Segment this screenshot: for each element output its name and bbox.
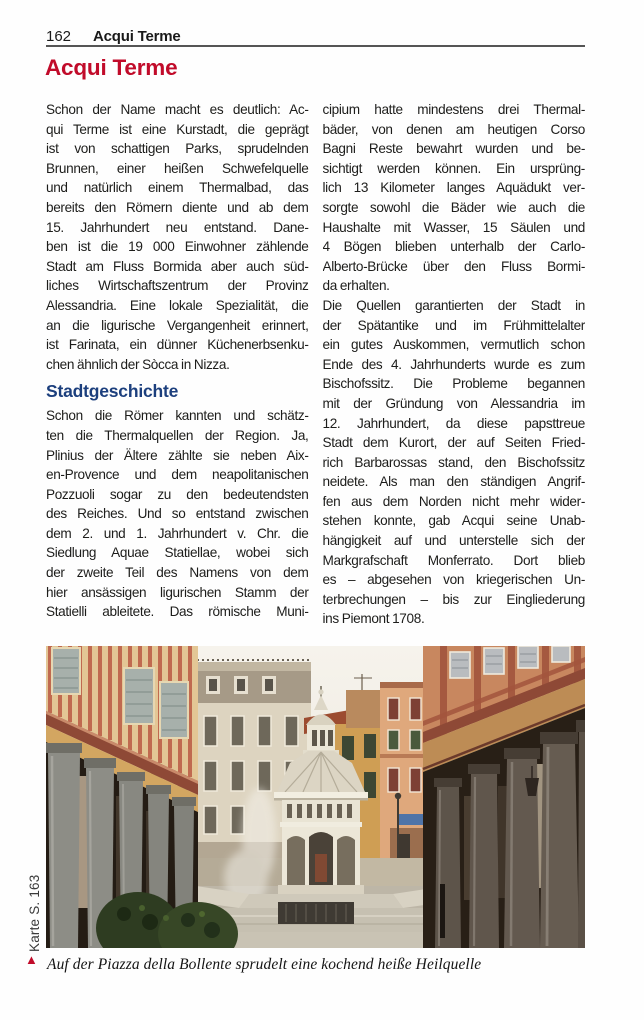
running-head-section: Acqui Terme <box>93 28 181 45</box>
body-text-line: Schon der Name macht es deutlich: Ac- <box>46 102 309 117</box>
map-marker-icon: ▲ <box>25 952 38 967</box>
body-text-line: ein gutes Auskommen, vermutlich schon <box>322 337 585 353</box>
body-text-line: sichtigt werden können. Ein ursprüng- <box>322 160 585 176</box>
piazza-photo-illustration <box>46 646 585 948</box>
body-text-line: der zweite Teil des Namens von dem <box>46 565 309 581</box>
body-text-line: en-Provence und dem neapolitanischen <box>46 467 309 483</box>
body-text-line: chen ähnlich der Sòcca in Nizza. <box>46 356 230 372</box>
photo-caption: Auf der Piazza della Bollente sprudelt eine kochend heiße Heilquelle <box>47 956 482 973</box>
body-text-line: sorgte sowohl die Bäder wie auch die <box>322 199 585 215</box>
body-text-line: mit der Gründung von Alessandria im <box>322 395 585 411</box>
body-text-line: hier ansässigen ligurischen Stamm der <box>46 584 309 600</box>
body-text-line: ten die Thermalquellen der Region. Ja, <box>46 427 309 443</box>
body-text-line: stehen konnte, gab Acqui seine Unab- <box>322 513 585 529</box>
body-text-line: Stadt dem Kurort, der auf Seiten Fried- <box>322 435 585 451</box>
body-text-line: der Spätantike und im Frühmittelalter <box>322 317 585 333</box>
body-text-line: dem 2. und 1. Jahrhundert v. Chr. die <box>46 525 309 541</box>
body-text-line: bereits den Römern diente und ab dem <box>46 199 309 215</box>
body-text-line: Bagni Reste bewahrt wurden und be- <box>322 141 585 157</box>
body-text-line: hängigkeit auf und unterstelle sich der <box>322 533 585 549</box>
section-heading: Stadtgeschichte <box>46 381 179 402</box>
body-text-line: Siedlung Aquae Statiellae, wobei sich <box>46 545 309 561</box>
text-columns <box>46 100 585 629</box>
body-text-line: rich Barbarossas stand, den Bischofssitz <box>322 454 585 470</box>
body-text-line: an die ligurische Vergangenheit erinnert, <box>46 317 309 333</box>
body-text-line: Pozzuoli sogar zu den bedeutendsten <box>46 486 309 502</box>
body-text-line: terbrechungen – bis zur Eingliederung <box>322 591 585 607</box>
body-text-line: Bischofssitz. Die Probleme begannen <box>322 376 585 392</box>
body-text-line: qui Terme ist eine Kurstadt, die geprägt <box>46 121 309 137</box>
body-text-line: des Reiches. Und so entstand zwischen <box>46 506 309 522</box>
body-text-line: lich 13 Kilometer langes Aquädukt ver- <box>322 180 585 196</box>
body-text-line: Haushalte mit Wasser, 15 Säulen und <box>322 219 585 235</box>
body-text-line: und natürlich einem Thermalbad, das <box>46 180 309 196</box>
body-text-line: ins Piemont 1708. <box>322 611 425 627</box>
map-reference-label: Karte S. 163 <box>27 874 42 952</box>
body-text-line: Statielli ableitete. Das römische Muni- <box>46 604 309 620</box>
body-text-line: 12. Jahrhundert, da diese papsttreue <box>322 415 585 431</box>
body-text-line: fen aus dem Norden nicht mehr wider- <box>322 493 585 509</box>
body-text-line: 4 Bögen blieben unterhalb der Carlo- <box>322 239 585 255</box>
bollard <box>440 884 445 938</box>
body-text-line: 15. Jahrhundert neu entstand. Dane- <box>46 219 309 235</box>
body-text-line: Die Quellen garantierten der Stadt in <box>322 297 585 313</box>
body-text-line: ben ist die 19 000 Einwohner zählende <box>46 239 309 255</box>
body-text-line: cipium hatte mindestens drei Thermal- <box>322 102 585 117</box>
body-text-line: bäder, von denen am heutigen Corso <box>322 121 585 137</box>
body-text-line: liches Wirtschaftszentrum der Provinz <box>46 278 309 294</box>
body-text-line: Alberto-Brücke über den Fluss Bormi- <box>322 258 585 274</box>
body-text-line: neidete. Als man den ständigen Angrif- <box>322 474 585 490</box>
body-text-line: Schon die Römer kannten und schätz- <box>46 408 309 424</box>
body-text-line: Stadt am Fluss Bormida aber auch süd- <box>46 258 309 274</box>
body-text-line: Brunnen, einer heißen Schwefelquelle <box>46 160 309 176</box>
left-column <box>46 100 309 629</box>
article-title: Acqui Terme <box>45 55 178 80</box>
page-number: 162 <box>46 28 72 45</box>
body-text-line: Alessandria. Eine lokale Spezialität, die <box>46 297 309 313</box>
right-column <box>323 100 586 629</box>
body-text-line: da erhalten. <box>322 278 390 294</box>
body-text-line: ist Farinata, ein dünner Küchenerbsenku- <box>46 337 309 353</box>
photo-figure <box>46 646 585 948</box>
right-portico <box>423 646 585 948</box>
body-text-line: Plinius der Ältere zählte sie neben Aix- <box>46 447 309 463</box>
body-text-line: Markgrafschaft Monferrato. Dort blieb <box>322 552 585 568</box>
body-text-line: Ende des 4. Jahrhunderts wurde es zum <box>322 356 585 372</box>
header-rule <box>46 45 585 47</box>
running-head <box>46 28 585 45</box>
body-text-line: ist von schattigen Parks, sprudelnden <box>46 141 309 157</box>
body-text-line: es – abgesehen von kriegerischen Un- <box>322 572 585 588</box>
